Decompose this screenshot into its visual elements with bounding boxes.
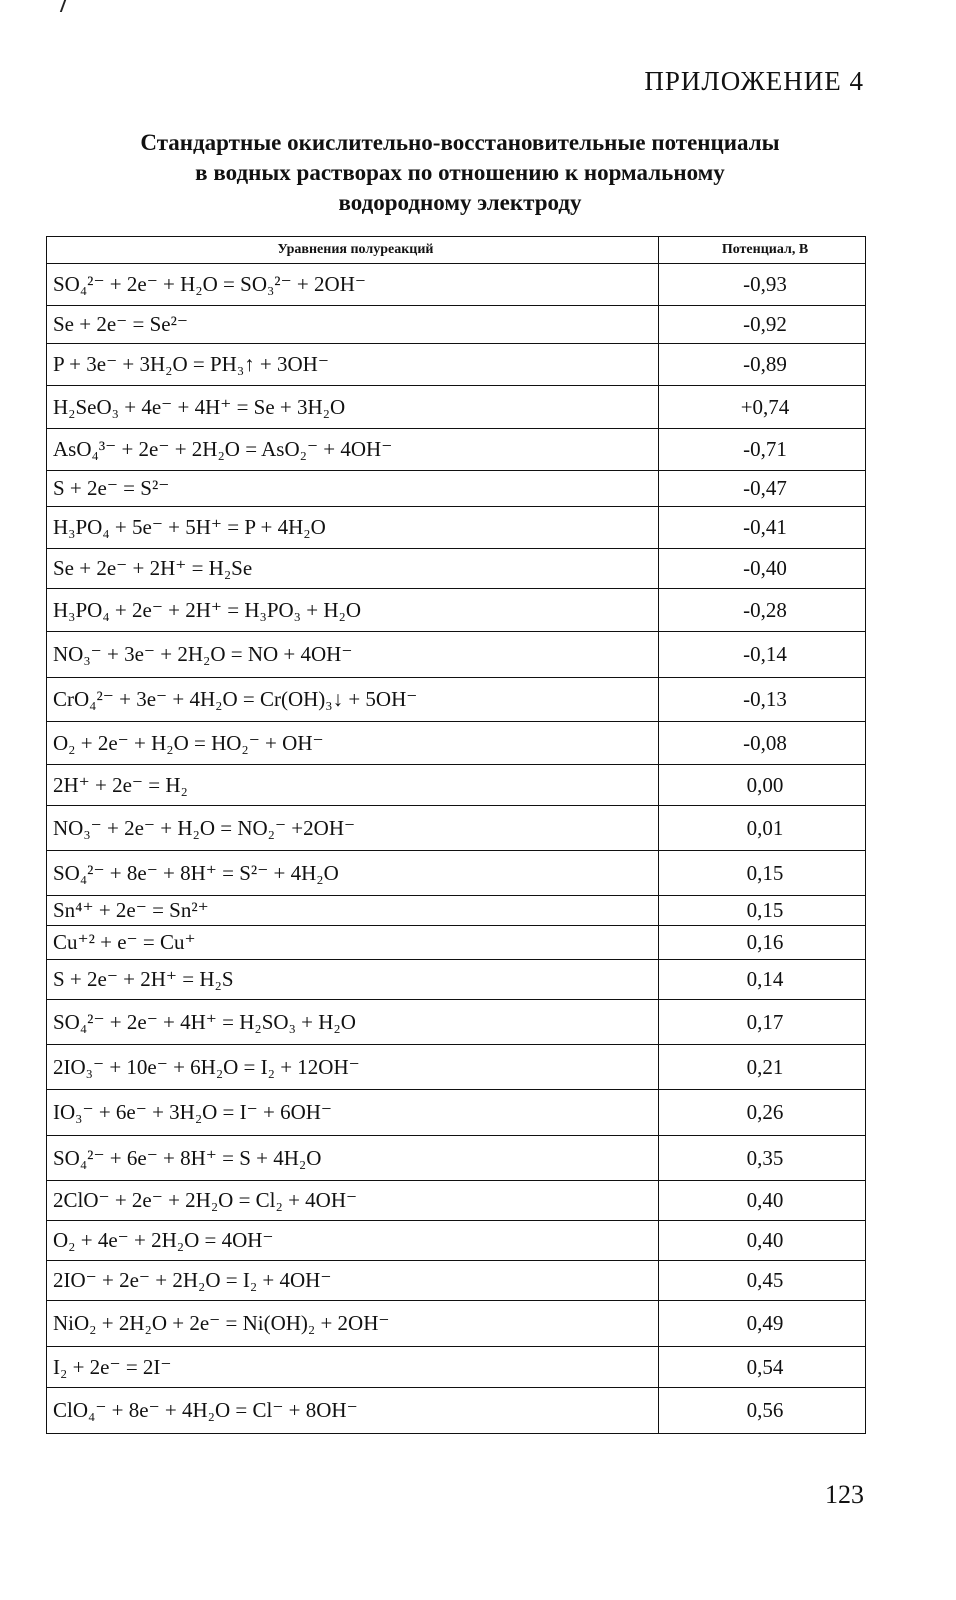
table-header-row: [47, 237, 866, 264]
table-row: [47, 1181, 866, 1221]
potential-value: 0,54: [659, 1347, 866, 1388]
title-line: Стандартные окислительно-восстановительные потенциалы: [140, 130, 780, 155]
table-row: [47, 1261, 866, 1301]
table-row: [47, 851, 866, 896]
potential-value: -0,93: [659, 264, 866, 306]
potential-value: 0,26: [659, 1090, 866, 1136]
potential-value: 0,16: [659, 926, 866, 960]
table-row: [47, 806, 866, 851]
table-row: [47, 632, 866, 678]
potential-value: -0,08: [659, 722, 866, 765]
potential-value: 0,40: [659, 1221, 866, 1261]
half-reaction-equation: NO₃⁻ + 3e⁻ + 2H₂O = NO + 4OH⁻: [47, 632, 659, 678]
table-row: [47, 1347, 866, 1388]
potential-value: 0,15: [659, 896, 866, 926]
half-reaction-equation: S + 2e⁻ + 2H⁺ = H₂S: [47, 960, 659, 1000]
half-reaction-equation: 2IO₃⁻ + 10e⁻ + 6H₂O = I₂ + 12OH⁻: [47, 1045, 659, 1090]
half-reaction-equation: O₂ + 2e⁻ + H₂O = HO₂⁻ + OH⁻: [47, 722, 659, 765]
table-row: [47, 306, 866, 344]
potential-value: 0,40: [659, 1181, 866, 1221]
half-reaction-equation: SO₄²⁻ + 2e⁻ + 4H⁺ = H₂SO₃ + H₂O: [47, 1000, 659, 1045]
half-reaction-equation: NO₃⁻ + 2e⁻ + H₂O = NO₂⁻ +2OH⁻: [47, 806, 659, 851]
table-row: [47, 926, 866, 960]
potential-value: 0,00: [659, 765, 866, 806]
potential-value: -0,13: [659, 678, 866, 722]
table-row: [47, 507, 866, 549]
potential-value: 0,49: [659, 1301, 866, 1347]
half-reaction-equation: CrO₄²⁻ + 3e⁻ + 4H₂O = Cr(OH)₃↓ + 5OH⁻: [47, 678, 659, 722]
half-reaction-equation: O₂ + 4e⁻ + 2H₂O = 4OH⁻: [47, 1221, 659, 1261]
title-line: в водных растворах по отношению к нормальному: [195, 160, 725, 185]
half-reaction-equation: 2ClO⁻ + 2e⁻ + 2H₂O = Cl₂ + 4OH⁻: [47, 1181, 659, 1221]
column-header-potential: Потенциал, В: [659, 237, 866, 264]
table-row: [47, 896, 866, 926]
table-row: [47, 471, 866, 507]
half-reaction-equation: IO₃⁻ + 6e⁻ + 3H₂O = I⁻ + 6OH⁻: [47, 1090, 659, 1136]
potential-value: 0,45: [659, 1261, 866, 1301]
potential-value: -0,71: [659, 429, 866, 471]
half-reaction-equation: SO₄²⁻ + 2e⁻ + H₂O = SO₃²⁻ + 2OH⁻: [47, 264, 659, 306]
table-row: [47, 386, 866, 429]
potential-value: 0,01: [659, 806, 866, 851]
half-reaction-equation: P + 3e⁻ + 3H₂O = PH₃↑ + 3OH⁻: [47, 344, 659, 386]
table-row: [47, 589, 866, 632]
table-row: [47, 1045, 866, 1090]
potential-value: 0,35: [659, 1136, 866, 1181]
half-reaction-equation: Se + 2e⁻ = Se²⁻: [47, 306, 659, 344]
page-number: 123: [825, 1480, 864, 1509]
potential-value: -0,92: [659, 306, 866, 344]
potential-value: -0,28: [659, 589, 866, 632]
page-title: [60, 128, 860, 218]
table-row: [47, 678, 866, 722]
potential-value: 0,56: [659, 1388, 866, 1434]
table-row: [47, 960, 866, 1000]
half-reaction-equation: S + 2e⁻ = S²⁻: [47, 471, 659, 507]
column-header-equation: Уравнения полуреакций: [47, 237, 659, 264]
potential-value: 0,15: [659, 851, 866, 896]
table-row: [47, 722, 866, 765]
potential-value: -0,40: [659, 549, 866, 589]
potentials-table: [46, 236, 866, 1434]
table-row: [47, 765, 866, 806]
half-reaction-equation: SO₄²⁻ + 8e⁻ + 8H⁺ = S²⁻ + 4H₂O: [47, 851, 659, 896]
potential-value: 0,17: [659, 1000, 866, 1045]
half-reaction-equation: Se + 2e⁻ + 2H⁺ = H₂Se: [47, 549, 659, 589]
table-row: [47, 1388, 866, 1434]
table-body: [47, 264, 866, 1434]
half-reaction-equation: Cu⁺² + e⁻ = Cu⁺: [47, 926, 659, 960]
half-reaction-equation: Sn⁴⁺ + 2e⁻ = Sn²⁺: [47, 896, 659, 926]
table-row: [47, 1301, 866, 1347]
table-row: [47, 1136, 866, 1181]
table-row: [47, 549, 866, 589]
half-reaction-equation: SO₄²⁻ + 6e⁻ + 8H⁺ = S + 4H₂O: [47, 1136, 659, 1181]
corner-scan-mark: [60, 0, 72, 12]
half-reaction-equation: NiO₂ + 2H₂O + 2e⁻ = Ni(OH)₂ + 2OH⁻: [47, 1301, 659, 1347]
table-row: [47, 1090, 866, 1136]
table-row: [47, 429, 866, 471]
potential-value: -0,89: [659, 344, 866, 386]
potential-value: -0,41: [659, 507, 866, 549]
potential-value: 0,21: [659, 1045, 866, 1090]
table-row: [47, 1221, 866, 1261]
potential-value: -0,14: [659, 632, 866, 678]
table-row: [47, 344, 866, 386]
half-reaction-equation: H₃PO₄ + 5e⁻ + 5H⁺ = P + 4H₂O: [47, 507, 659, 549]
half-reaction-equation: ClO₄⁻ + 8e⁻ + 4H₂O = Cl⁻ + 8OH⁻: [47, 1388, 659, 1434]
potential-value: -0,47: [659, 471, 866, 507]
appendix-heading: ПРИЛОЖЕНИЕ 4: [644, 66, 864, 96]
potential-value: 0,14: [659, 960, 866, 1000]
title-line: водородному электроду: [338, 190, 582, 215]
half-reaction-equation: AsO₄³⁻ + 2e⁻ + 2H₂O = AsO₂⁻ + 4OH⁻: [47, 429, 659, 471]
half-reaction-equation: 2H⁺ + 2e⁻ = H₂: [47, 765, 659, 806]
half-reaction-equation: H₂SeO₃ + 4e⁻ + 4H⁺ = Se + 3H₂O: [47, 386, 659, 429]
table-row: [47, 264, 866, 306]
half-reaction-equation: H₃PO₄ + 2e⁻ + 2H⁺ = H₃PO₃ + H₂O: [47, 589, 659, 632]
half-reaction-equation: 2IO⁻ + 2e⁻ + 2H₂O = I₂ + 4OH⁻: [47, 1261, 659, 1301]
potential-value: +0,74: [659, 386, 866, 429]
table-row: [47, 1000, 866, 1045]
half-reaction-equation: I₂ + 2e⁻ = 2I⁻: [47, 1347, 659, 1388]
